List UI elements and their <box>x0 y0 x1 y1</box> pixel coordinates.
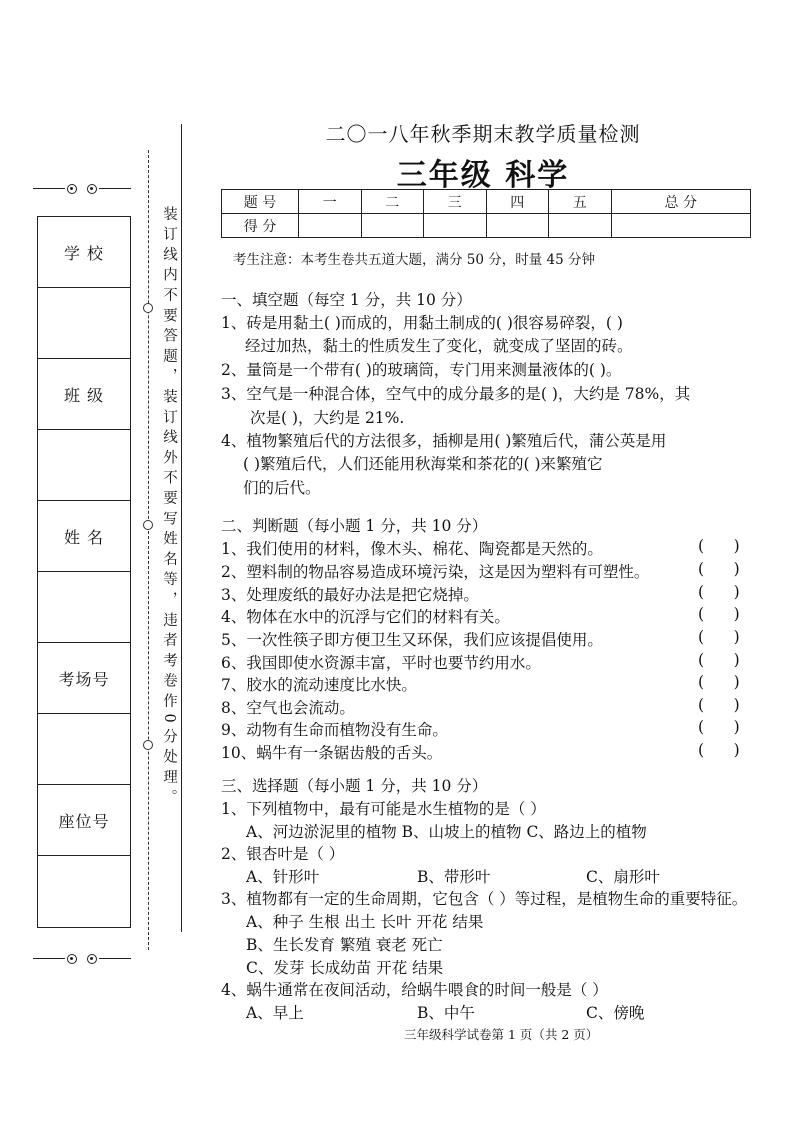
true-false-item: 3、处理废纸的最好办法是把它烧掉。 <box>221 586 479 604</box>
binding-ornament-bottom <box>33 954 133 964</box>
true-false-item: 5、一次性筷子即方便卫生又环保，我们应该提倡使用。 <box>221 631 603 649</box>
info-label-exam-room: 考场号 <box>38 643 130 714</box>
score-input-cell[interactable] <box>549 214 612 238</box>
binding-ornament-top <box>33 184 133 194</box>
true-false-item: 10、蜗牛有一条锯齿般的舌头。 <box>221 744 443 762</box>
info-field-class[interactable] <box>38 430 130 501</box>
choice-option: A、早上 <box>246 1004 304 1022</box>
info-field-name[interactable] <box>38 572 130 643</box>
fill-blank-line: 1、砖是用黏土( )而成的，用黏土制成的( )很容易碎裂，( ) <box>221 314 623 332</box>
section-multiple-choice-heading: 三、选择题（每小题 1 分，共 10 分） <box>221 777 488 795</box>
score-header-cell: 五 <box>549 190 612 214</box>
choice-question: 2、银杏叶是（ ） <box>221 845 345 863</box>
binding-ring-1 <box>143 303 153 313</box>
fill-blank-line: ( )繁殖后代，人们还能用秋海棠和茶花的( )来繁殖它 <box>243 455 603 473</box>
true-false-item: 6、我国即使水资源丰富，平时也要节约用水。 <box>221 654 541 672</box>
section-fill-blank-heading: 一、填空题（每空 1 分，共 10 分） <box>221 291 472 309</box>
score-header-cell: 二 <box>361 190 424 214</box>
score-table <box>221 189 751 238</box>
info-label-seat: 座位号 <box>38 785 130 856</box>
choice-question: 3、植物都有一定的生命周期，它包含（ ）等过程，是植物生命的重要特征。 <box>221 890 748 908</box>
choice-option: A、种子 生根 出土 长叶 开花 结果 <box>246 913 484 931</box>
fill-blank-line: 们的后代。 <box>243 479 321 497</box>
binding-solid-line <box>181 124 182 932</box>
answer-blank[interactable]: ( ) <box>698 583 740 601</box>
score-header-cell: 一 <box>299 190 362 214</box>
true-false-item: 9、动物有生命而植物没有生命。 <box>221 721 448 739</box>
score-header-cell: 四 <box>486 190 549 214</box>
choice-option: A、针形叶 <box>246 868 320 886</box>
score-input-cell[interactable] <box>486 214 549 238</box>
choice-option: C、傍晚 <box>586 1004 645 1022</box>
exam-notice: 考生注意：本考生卷共五道大题，满分 50 分，时量 45 分钟 <box>233 252 596 268</box>
choice-option: B、生长发育 繁殖 衰老 死亡 <box>246 936 443 954</box>
info-field-seat[interactable] <box>38 856 130 927</box>
section-true-false-heading: 二、判断题（每小题 1 分，共 10 分） <box>221 517 488 535</box>
binding-dashed-line <box>148 150 149 950</box>
choice-option: B、中午 <box>417 1004 475 1022</box>
score-table-score-row <box>222 214 751 238</box>
exam-title: 三年级 科学 <box>396 158 570 193</box>
true-false-item: 2、塑料制的物品容易造成环境污染，这是因为塑料有可塑性。 <box>221 563 650 581</box>
answer-blank[interactable]: ( ) <box>698 741 740 759</box>
score-input-cell[interactable] <box>424 214 487 238</box>
fill-blank-line: 经过加热，黏土的性质发生了变化，就变成了坚固的砖。 <box>245 337 633 355</box>
score-input-cell[interactable] <box>361 214 424 238</box>
answer-blank[interactable]: ( ) <box>698 673 740 691</box>
info-label-class: 班 级 <box>38 359 130 430</box>
fill-blank-line: 3、空气是一种混合体，空气中的成分最多的是( )，大约是 78%，其 <box>221 385 691 403</box>
binding-ring-3 <box>143 740 153 750</box>
score-header-cell: 题 号 <box>222 190 299 214</box>
page-footer: 三年级科学试卷第 1 页（共 2 页） <box>404 1027 599 1042</box>
choice-option: C、发芽 长成幼苗 开花 结果 <box>246 959 444 977</box>
choice-option: C、扇形叶 <box>586 868 660 886</box>
answer-blank[interactable]: ( ) <box>698 560 740 578</box>
fill-blank-line: 次是( )，大约是 21%. <box>250 409 405 427</box>
answer-blank[interactable]: ( ) <box>698 605 740 623</box>
info-field-exam-room[interactable] <box>38 714 130 785</box>
score-header-cell: 三 <box>424 190 487 214</box>
score-input-cell[interactable] <box>611 214 751 238</box>
fill-blank-line: 2、量筒是一个带有( )的玻璃筒，专门用来测量液体的( )。 <box>221 361 622 379</box>
answer-blank[interactable]: ( ) <box>698 718 740 736</box>
score-input-cell[interactable] <box>299 214 362 238</box>
binding-ring-2 <box>143 520 153 530</box>
score-label-cell: 得 分 <box>222 214 299 238</box>
score-table-header-row <box>222 190 751 214</box>
student-info-table <box>37 216 131 928</box>
answer-blank[interactable]: ( ) <box>698 537 740 555</box>
info-field-school[interactable] <box>38 288 130 359</box>
choice-option: B、带形叶 <box>417 868 491 886</box>
true-false-item: 7、胶水的流动速度比水快。 <box>221 676 417 694</box>
fill-blank-line: 4、植物繁殖后代的方法很多，插柳是用( )繁殖后代，蒲公英是用 <box>221 432 667 450</box>
choice-question: 4、蜗牛通常在夜间活动，给蜗牛喂食的时间一般是（ ） <box>221 981 608 999</box>
score-header-cell: 总 分 <box>611 190 751 214</box>
info-label-name: 姓 名 <box>38 501 130 572</box>
choice-question: 1、下列植物中，最有可能是水生植物的是（ ） <box>221 800 546 818</box>
info-label-school: 学 校 <box>38 217 130 288</box>
answer-blank[interactable]: ( ) <box>698 696 740 714</box>
answer-blank[interactable]: ( ) <box>698 628 740 646</box>
true-false-item: 8、空气也会流动。 <box>221 699 355 717</box>
choice-options: A、河边淤泥里的植物 B、山坡上的植物 C、路边上的植物 <box>246 823 647 841</box>
binding-warning-text: 装订线内不要答题，装订线外不要写姓名等，违者考卷作0分处理。 <box>161 206 177 810</box>
exam-subtitle: 二〇一八年秋季期末教学质量检测 <box>325 122 641 146</box>
true-false-item: 4、物体在水中的沉浮与它们的材料有关。 <box>221 608 510 626</box>
answer-blank[interactable]: ( ) <box>698 651 740 669</box>
true-false-item: 1、我们使用的材料，像木头、棉花、陶瓷都是天然的。 <box>221 540 603 558</box>
